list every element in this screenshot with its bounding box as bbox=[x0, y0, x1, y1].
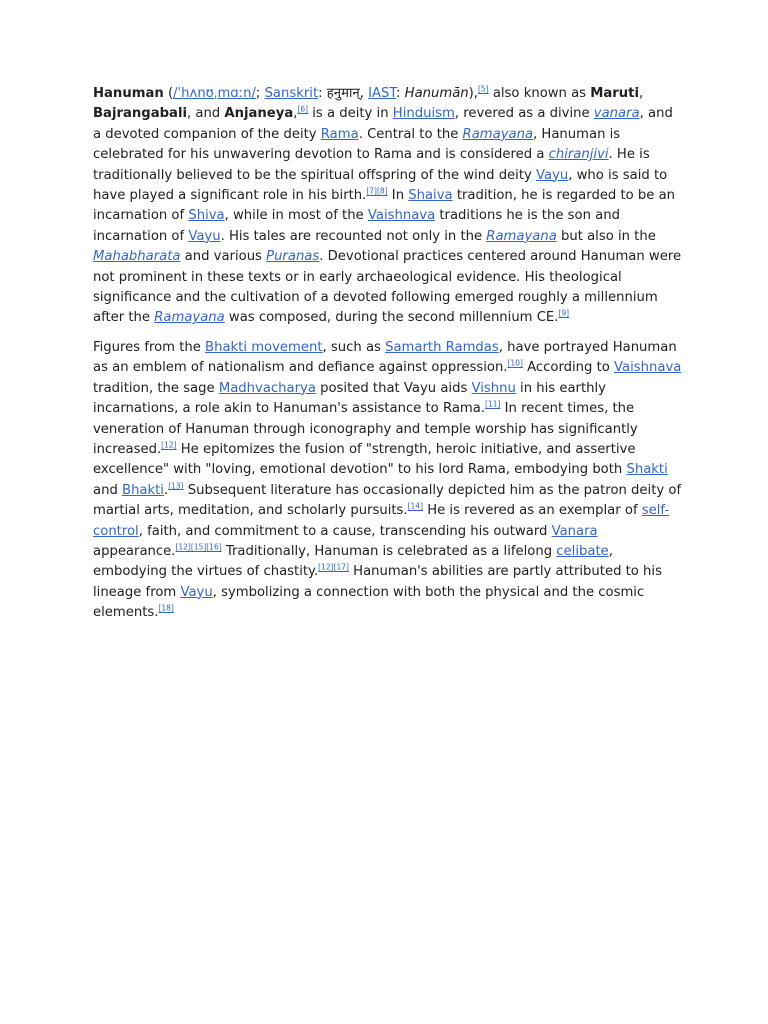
alt-name: Bajrangabali bbox=[93, 106, 187, 122]
link-iast[interactable]: IAST bbox=[368, 86, 397, 101]
citation bbox=[366, 187, 387, 196]
citation bbox=[508, 359, 523, 368]
text: but also in the bbox=[556, 228, 656, 244]
citation-link[interactable]: [14] bbox=[407, 501, 424, 511]
paragraph-bhakti bbox=[93, 338, 683, 624]
text: , bbox=[359, 86, 369, 101]
link-shiva[interactable]: Shiva bbox=[188, 208, 225, 224]
text: : bbox=[318, 86, 327, 101]
text: Figures from the bbox=[93, 339, 206, 355]
text: and various bbox=[180, 249, 267, 265]
citation-link[interactable]: [12] bbox=[175, 542, 191, 552]
text: , embodying the virtues of chastity. bbox=[93, 543, 613, 580]
text: , and a devoted companion of the deity bbox=[93, 106, 673, 142]
citation bbox=[297, 105, 308, 114]
link-chiranjivi[interactable]: chiranjivi bbox=[548, 147, 609, 163]
link-celibate[interactable]: celibate bbox=[556, 543, 609, 559]
iast-name: Hanumān bbox=[404, 86, 469, 101]
text: , who is said to have played a significant role in his birth. bbox=[93, 167, 668, 204]
link-puranas[interactable]: Puranas bbox=[266, 249, 320, 265]
citation bbox=[408, 502, 423, 511]
text: appearance. bbox=[93, 543, 176, 559]
link-self-control[interactable]: self-control bbox=[93, 503, 670, 539]
text: also known as bbox=[488, 86, 591, 101]
text: and bbox=[93, 482, 123, 498]
link-shakti[interactable]: Shakti bbox=[626, 462, 668, 478]
text: ), bbox=[468, 86, 478, 101]
text: , while in most of the bbox=[224, 208, 368, 224]
text: . His tales are recounted not only in the bbox=[220, 228, 487, 244]
text: in his earthly incarnations, a role akin to Hanuman's assistance to Rama. bbox=[93, 380, 606, 417]
text: : bbox=[396, 86, 405, 101]
link-ramayana[interactable]: Ramayana bbox=[486, 228, 557, 244]
text: traditions he is the son and incarnation of bbox=[93, 208, 620, 244]
text: ( bbox=[163, 86, 174, 101]
link-madhvacharya[interactable]: Madhvacharya bbox=[218, 380, 316, 396]
citation bbox=[168, 481, 183, 490]
text: , faith, and commitment to a cause, transcending his outward bbox=[138, 523, 552, 539]
text: He epitomizes the fusion of "strength, heroic initiative, and assertive excellence" with "loving, emotional devotion" to his lord Rama, embodying both bbox=[93, 441, 636, 478]
text: , symbolizing a connection with both the physical and the cosmic elements. bbox=[93, 584, 645, 621]
text: was composed, during the second millennium CE. bbox=[224, 310, 559, 326]
text: , revered as a divine bbox=[454, 106, 594, 122]
citation bbox=[478, 85, 489, 94]
link-vayu[interactable]: Vayu bbox=[188, 228, 221, 244]
text: . Central to the bbox=[358, 126, 463, 142]
text: . He is traditionally believed to be the spiritual offspring of the wind deity bbox=[93, 147, 650, 183]
text: ; bbox=[255, 86, 265, 101]
article-subject: Hanuman bbox=[93, 86, 164, 101]
link-ramayana[interactable]: Ramayana bbox=[154, 310, 225, 326]
citation-link[interactable]: [16] bbox=[206, 542, 222, 552]
text: In recent times, the veneration of Hanuman through iconography and temple worship has significantly increased. bbox=[93, 401, 638, 457]
text: In bbox=[387, 188, 409, 204]
citation-link[interactable]: [8] bbox=[376, 186, 388, 196]
link-vanara[interactable]: vanara bbox=[593, 106, 640, 122]
citation bbox=[158, 604, 173, 613]
citation bbox=[485, 400, 500, 409]
link-vayu[interactable]: Vayu bbox=[536, 167, 569, 183]
citation-link[interactable]: [9] bbox=[558, 309, 570, 319]
citation-link[interactable]: [17] bbox=[333, 562, 349, 572]
link-bhakti-movement[interactable]: Bhakti movement bbox=[205, 339, 323, 355]
citation-link[interactable]: [15] bbox=[190, 542, 207, 552]
text: . bbox=[163, 482, 169, 498]
text: , bbox=[293, 106, 298, 122]
citation-link[interactable]: [10] bbox=[507, 358, 523, 368]
link-hinduism[interactable]: Hinduism bbox=[392, 106, 455, 122]
text: , bbox=[639, 86, 644, 101]
link-mahabharata[interactable]: Mahabharata bbox=[93, 249, 181, 265]
citation-link[interactable]: [12] bbox=[161, 440, 177, 450]
citation bbox=[161, 441, 176, 450]
text: Traditionally, Hanuman is celebrated as a lifelong bbox=[221, 543, 557, 559]
link-shaiva[interactable]: Shaiva bbox=[408, 188, 453, 204]
link-ramayana[interactable]: Ramayana bbox=[462, 126, 534, 142]
link-vayu[interactable]: Vayu bbox=[180, 584, 213, 600]
text: , such as bbox=[322, 339, 386, 355]
link-rama[interactable]: Rama bbox=[320, 126, 359, 142]
text: , and bbox=[186, 106, 225, 122]
text: Subsequent literature has occasionally depicted him as the patron deity of martial arts, meditation, and scholarly pursuits. bbox=[93, 482, 682, 519]
text: . Devotional practices centered around Hanuman were not prominent in these texts or in early archaeological evidence. His theological significance and the cultivation of a devoted following emerged roughly a millennium after the bbox=[93, 249, 682, 326]
text: , have portrayed Hanuman as an emblem of nationalism and defiance against oppression. bbox=[93, 339, 677, 376]
alt-name: Anjaneya bbox=[224, 106, 294, 122]
citation-link[interactable]: [13] bbox=[168, 481, 184, 491]
paragraph-intro bbox=[93, 84, 683, 329]
citation bbox=[318, 563, 349, 572]
citation-link[interactable]: [7] bbox=[366, 186, 377, 196]
link-samarth-ramdas[interactable]: Samarth Ramdas bbox=[385, 339, 499, 355]
pronunciation-link[interactable]: /ˈhʌnʊˌmɑːn/ bbox=[173, 86, 256, 101]
citation-link[interactable]: [6] bbox=[297, 105, 309, 115]
alt-name: Maruti bbox=[590, 86, 639, 101]
citation bbox=[175, 543, 221, 552]
citation-link[interactable]: [11] bbox=[485, 399, 501, 409]
text: is a deity in bbox=[308, 106, 393, 122]
citation bbox=[558, 309, 569, 318]
devanagari-name: हनुमान् bbox=[326, 86, 360, 101]
link-vishnu[interactable]: Vishnu bbox=[471, 380, 516, 396]
citation-link[interactable]: [5] bbox=[478, 84, 489, 94]
text: , Hanuman is celebrated for his unwavering devotion to Rama and is considered a bbox=[93, 126, 621, 163]
text: Hanuman's abilities are partly attributed to his lineage from bbox=[93, 564, 662, 600]
text: He is revered as an exemplar of bbox=[423, 503, 642, 519]
text: tradition, the sage bbox=[93, 380, 219, 396]
text: posited that Vayu aids bbox=[315, 380, 472, 396]
link-vaishnava[interactable]: Vaishnava bbox=[367, 208, 436, 224]
text: According to bbox=[522, 360, 615, 376]
link-vanara[interactable]: Vanara bbox=[551, 523, 598, 539]
text: tradition, he is regarded to be an incarnation of bbox=[93, 188, 676, 224]
article-body bbox=[93, 84, 683, 633]
link-sanskrit[interactable]: Sanskrit bbox=[264, 86, 319, 101]
citation-link[interactable]: [12] bbox=[318, 562, 334, 572]
link-vaishnava[interactable]: Vaishnava bbox=[614, 360, 682, 376]
link-bhakti[interactable]: Bhakti bbox=[122, 482, 164, 498]
citation-link[interactable]: [18] bbox=[158, 603, 174, 613]
